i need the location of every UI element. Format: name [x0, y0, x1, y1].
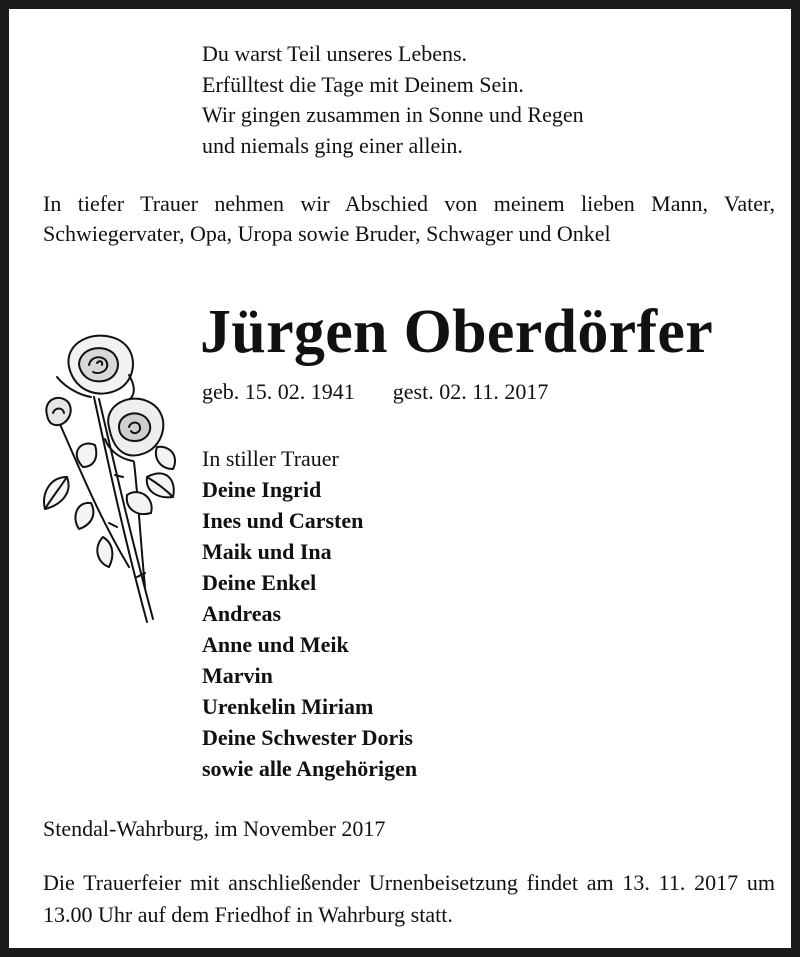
mourner-name: sowie alle Angehörigen — [202, 756, 418, 781]
poem-line: und niemals ging einer allein. — [202, 132, 463, 158]
poem-line: Wir gingen zusammen in Sonne und Regen — [202, 102, 584, 127]
mourner-name: Ines und Carsten — [202, 508, 364, 533]
mourner-name: Marvin — [202, 663, 273, 688]
poem-line: Du warst Teil unseres Lebens. — [202, 41, 468, 66]
mourner-name: Deine Enkel — [202, 570, 317, 595]
place-and-date: Stendal-Wahrburg, im November 2017 — [43, 816, 386, 841]
mourner-name: Anne und Meik — [202, 632, 349, 657]
birth-date: geb. 15. 02. 1941 — [202, 379, 355, 404]
mourning-heading: In stiller Trauer — [202, 446, 339, 471]
life-dates — [202, 377, 548, 407]
death-date: gest. 02. 11. 2017 — [392, 379, 549, 404]
poem-line: Erfülltest die Tage mit Deinem Sein. — [202, 71, 524, 97]
mourner-name: Andreas — [202, 601, 282, 626]
mourner-name: Deine Ingrid — [202, 477, 322, 502]
mourners-list — [202, 443, 417, 784]
mourner-name: Deine Schwester Doris — [202, 725, 413, 750]
funeral-info: Die Trauerfeier mit anschließender Urnenbeisetzung findet am 13. 11. 2017 um 13.00 Uhr auf dem Friedhof in Wahrburg statt. — [43, 870, 775, 927]
mourner-name: Maik und Ina — [202, 539, 332, 564]
rose-illustration-icon — [39, 327, 179, 627]
poem — [202, 39, 584, 161]
deceased-name: Jürgen Oberdörfer — [200, 298, 714, 366]
intro-text: In tiefer Trauer nehmen wir Abschied von meinem lieben Mann, Vater, Schwiegervater, Opa, Uropa sowie Bruder, Schwager und Onkel — [43, 191, 775, 246]
mourner-name: Urenkelin Miriam — [202, 694, 374, 719]
